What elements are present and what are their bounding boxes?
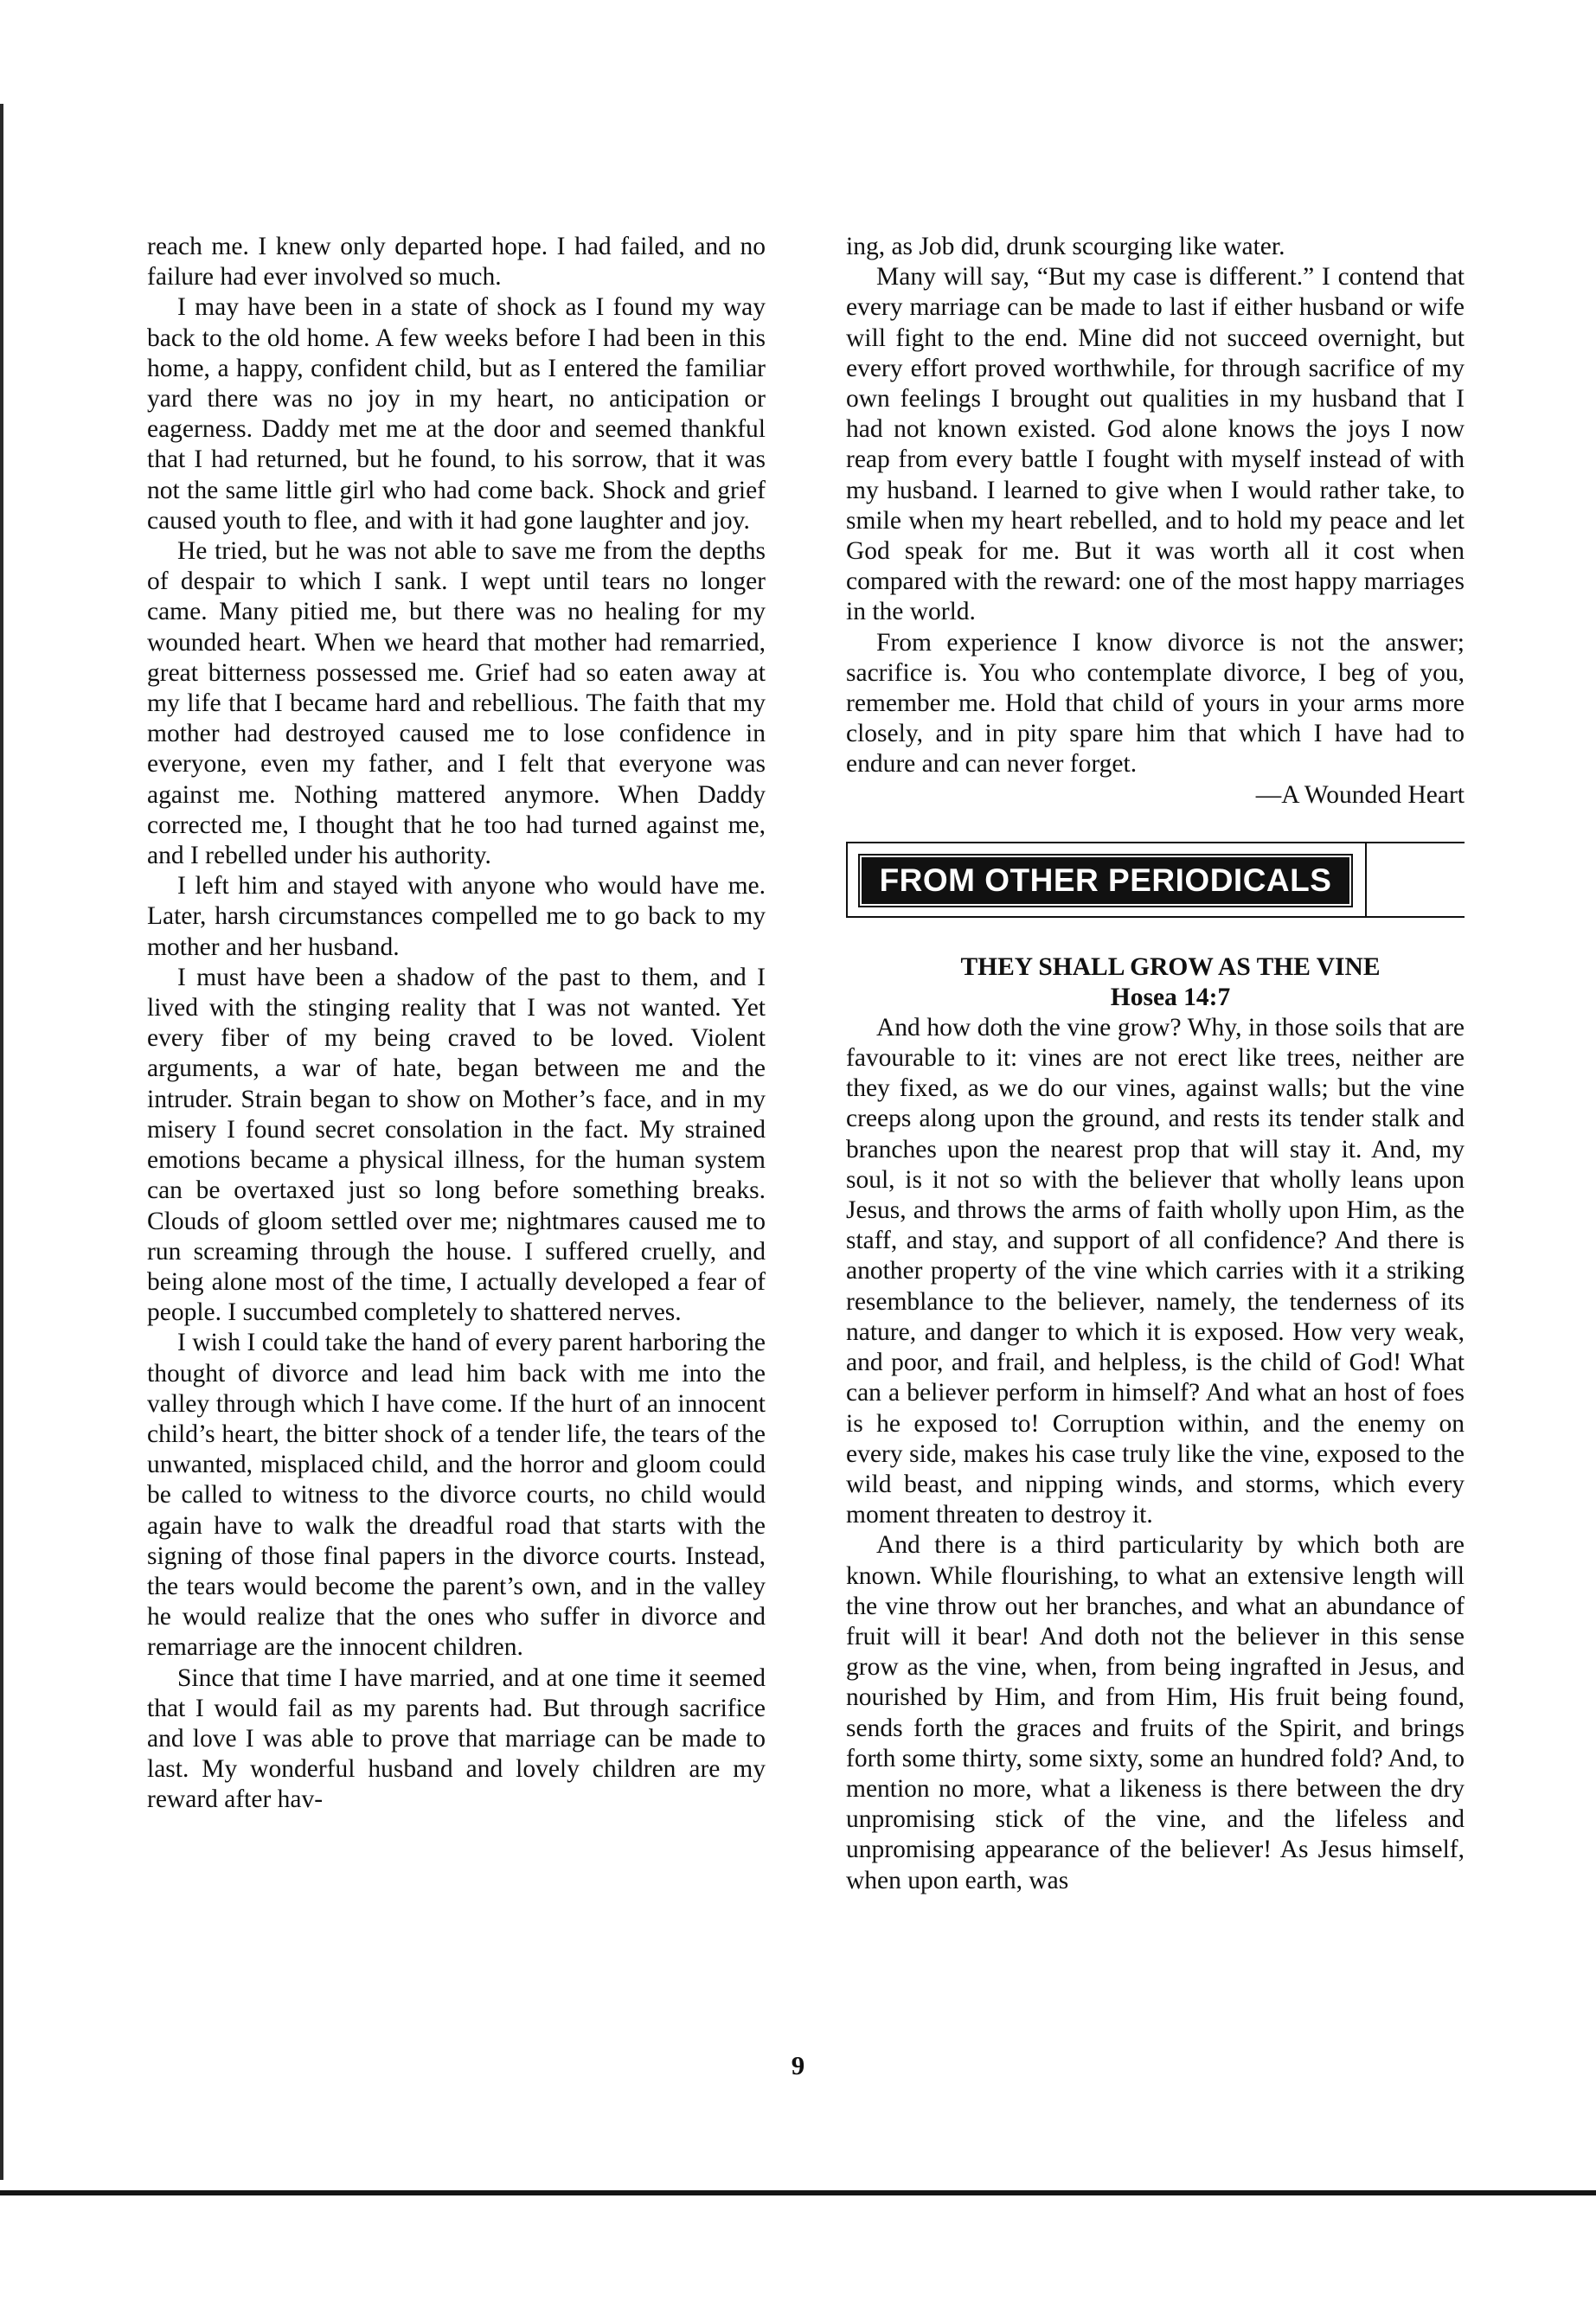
paragraph: I left him and stayed with anyone who would have me. Later, harsh circumstances compelled me to go back to my mother and her husband. (147, 872, 766, 961)
scan-left-edge (0, 104, 3, 2180)
paragraph: I may have been in a state of shock as I found my way back to the old home. A few weeks before I had been in this home, a happy, confident child, but as I entered the familiar yard there was no joy in my heart, no anticipation or eagerness. Daddy met me at the door and seemed thankful that I had returned, but he found, to his sorrow, that it was not the same little girl who had come back. Shock and grief caused youth to flee, and with it had gone laughter and joy. (147, 293, 766, 535)
left-column (147, 232, 766, 1816)
paragraph: Many will say, “But my case is different.” I contend that every marriage can be made to last if either husband or wife will fight to the end. Mine did not succeed overnight, but every effort proved worthwhile, for through sacrifice of my own feelings I brought out qualities in my husband that I had not known existed. God alone knows the joys I now reap from every battle I fought with myself instead of with my husband. I learned to give when I would rather take, to smile when my heart rebelled, and to hold my peace and let God speak for me. But it was worth all it cost when compared with the reward: one of the most happy marriages in the world. (846, 263, 1465, 626)
divider (846, 916, 1465, 918)
paragraph: reach me. I knew only departed hope. I had failed, and no failure had ever involved so much. (147, 233, 766, 292)
paragraph: He tried, but he was not able to save me from the depths of despair to which I sank. I wept until tears no longer came. Many pitied me, but there was no healing for my wounded heart. When we heard that mother had remarried, great bitterness possessed me. Grief had so eaten away at my life that I became hard and rebellious. The faith that my mother had destroyed caused me to lose confidence in everyone, even my father, and I felt that everyone was against me. Nothing mattered anymore. When Daddy corrected me, I thought that he too had turned against me, and I rebelled under his authority. (147, 537, 766, 870)
paragraph: I wish I could take the hand of every parent harboring the thought of divorce and lead him back with me into the valley through which I have come. If the hurt of an innocent child’s heart, the bitter shock of a tender life, the tears of the unwanted, misplaced child, and the horror and gloom could be called to witness to the divorce courts, no child would again have to walk the dreadful road that starts with the signing of those final papers in the divorce courts. Instead, the tears would become the parent’s own, and in the valley he would realize that the ones who suffer in divorce and remarriage are the innocent children. (147, 1329, 766, 1662)
right-column (846, 232, 1465, 1896)
scan-bottom-edge (0, 2190, 1596, 2195)
divider (846, 842, 848, 918)
paragraph: And how doth the vine grow? Why, in those soils that are favourable to it: vines are not erect like trees, neither are they fixed, as we do our vines, against walls; but the vine creeps along upon the ground, and rests its tender stalk and branches upon the nearest prop that will stay it. And, my soul, is it not so with the believer that wholly leans upon Jesus, and throws the arms of faith wholly upon Him, as the staff, and stay, and support of all confidence? And there is another property of the vine which carries with it a striking resemblance to the believer, namely, the tenderness of its nature, and danger to which it is exposed. How very weak, and poor, and frail, and helpless, is the child of God! What can a believer perform in himself? And what an host of foes is he exposed to! Corruption within, and the enemy on every side, makes his case truly like the vine, exposed to the wild beast, and nipping winds, and storms, which every moment threaten to destroy it. (846, 1013, 1465, 1529)
article-title: THEY SHALL GROW AS THE VINE (960, 952, 1381, 981)
paragraph: Since that time I have married, and at one time it seemed that I would fail as my parents had. But through sacrifice and love I was able to prove that marriage can be made to last. My wonderful husband and lovely children are my reward after hav- (147, 1663, 766, 1814)
divider (846, 842, 1465, 843)
divider (1365, 842, 1367, 918)
section-banner: FROM OTHER PERIODICALS (858, 854, 1353, 907)
paragraph: I must have been a shadow of the past to them, and I lived with the stinging reality that I was not wanted. Yet every fiber of my being craved to be loved. Violent arguments, a war of hate, began between me and the intruder. Strain began to show on Mother’s face, and in my misery I found secret consolation in the fact. My strained emotions became a physical illness, for the human system can be overtaxed just so long before something breaks. Clouds of gloom settled over me; nightmares caused me to run screaming through the house. I suffered cruelly, and being alone most of the time, I actually developed a fear of people. I succumbed completely to shattered nerves. (147, 963, 766, 1327)
article-signature: —A Wounded Heart (1255, 780, 1465, 809)
scripture-reference: Hosea 14:7 (1110, 983, 1231, 1011)
paragraph: ing, as Job did, drunk scourging like water. (846, 233, 1285, 260)
paragraph: And there is a third particularity by which both are known. While flourishing, to what an extensive length will the vine throw out her branches, and what an abundance of fruit will it bear! And doth not the believer in this sense grow as the vine, when, from being ingrafted in Jesus, and nourished by Him, and from Him, His fruit being found, sends forth the graces and fruits of the Spirit, and brings forth some thirty, some sixty, some an hundred fold? And, to mention no more, what a likeness is there between the dry unpromising stick of the vine, and the lifeless and unpromising appearance of the believer! As Jesus himself, when upon earth, was (846, 1531, 1465, 1894)
section-banner-frame (846, 833, 1465, 923)
page-number: 9 (791, 2050, 805, 2080)
paragraph: From experience I know divorce is not the answer; sacrifice is. You who contemplate divorce, I beg of you, remember me. Hold that child of yours in your arms more closely, and in pity spare him that which I have had to endure and can never forget. (846, 628, 1465, 779)
